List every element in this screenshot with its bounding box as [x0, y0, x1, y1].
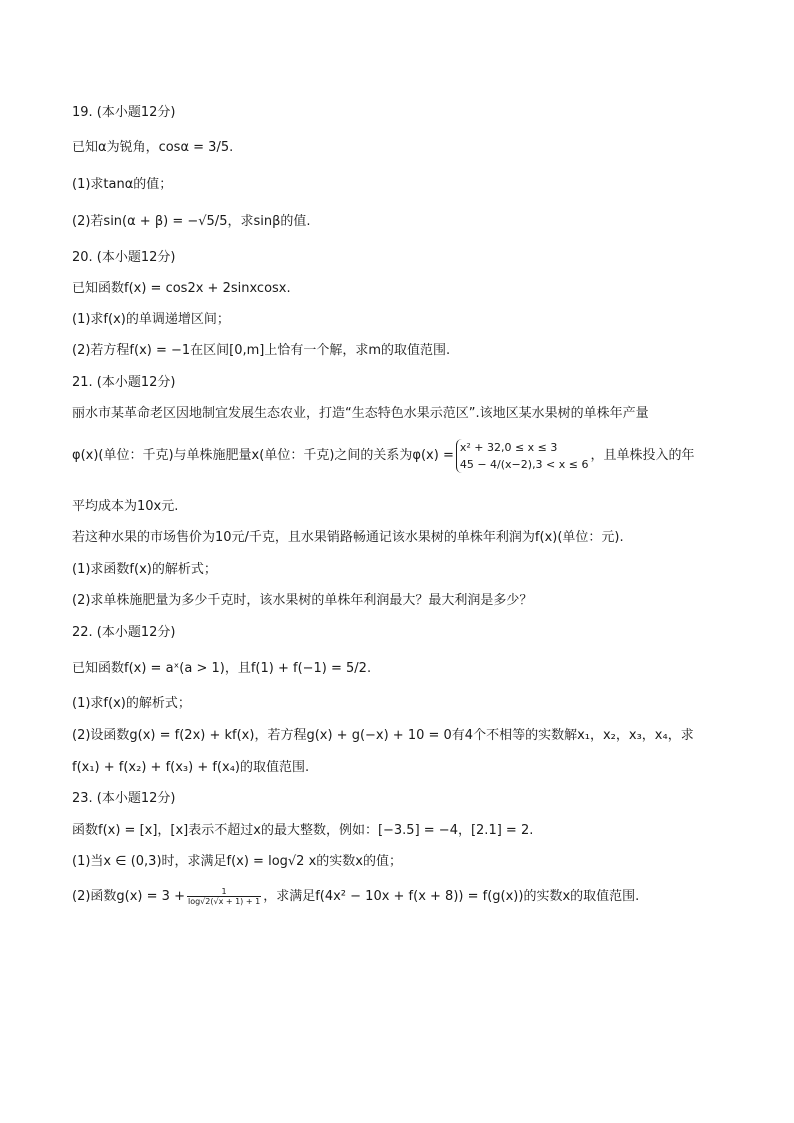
q22-stem: 已知函数f(x) = aˣ(a > 1)，且f(1) + f(−1) = 5/2.	[72, 661, 372, 676]
q21-part1: (1)求函数f(x)的解析式；	[72, 562, 217, 577]
q19-header: 19. (本小题12分)	[72, 105, 176, 120]
q23-stem: 函数f(x) = [x]，[x]表示不超过x的最大整数，例如：[−3.5] = −4，[2.1] = 2.	[72, 823, 534, 838]
q21-header: 21. (本小题12分)	[72, 375, 176, 390]
q20-stem: 已知函数f(x) = cos2x + 2sinxcosx.	[72, 281, 291, 296]
q21-stem-line2	[72, 436, 695, 476]
q22-part2-cont: f(x₁) + f(x₂) + f(x₃) + f(x₄)的取值范围.	[72, 760, 310, 775]
q21-stem-line4: 若这种水果的市场售价为10元/千克，且水果销路畅通记该水果树的单株年利润为f(x)(单位：元).	[72, 530, 624, 545]
q21-part2: (2)求单株施肥量为多少千克时，该水果树的单株年利润最大？最大利润是多少？	[72, 593, 533, 608]
fraction	[187, 887, 261, 906]
q23-part2	[72, 880, 639, 914]
q22-header: 22. (本小题12分)	[72, 625, 176, 640]
q23-part2-text-b: ，求满足f(4x² − 10x + f(x + 8)) = f(g(x))的实数x的取值范围.	[263, 889, 640, 904]
q21-stem-line3: 平均成本为10x元.	[72, 499, 179, 514]
fraction-numerator: 1	[187, 887, 261, 897]
q20-part1: (1)求f(x)的单调递增区间；	[72, 312, 230, 327]
q23-part1: (1)当x ∈ (0,3)时，求满足f(x) = log√2 x的实数x的值；	[72, 854, 402, 869]
q19-part1: (1)求tanα的值；	[72, 177, 173, 192]
q19-part2: (2)若sin(α + β) = −√5/5，求sinβ的值.	[72, 214, 311, 229]
q21-line2-text-a: φ(x)(单位：千克)与单株施肥量x(单位：千克)之间的关系为φ(x) =	[72, 448, 454, 463]
piece-case-1: x² + 32,0 ≤ x ≤ 3	[459, 440, 558, 454]
q20-header: 20. (本小题12分)	[72, 250, 176, 265]
fraction-denominator: log√2(√x + 1) + 1	[187, 897, 261, 906]
q20-part2: (2)若方程f(x) = −1在区间[0,m]上恰有一个解，求m的取值范围.	[72, 343, 451, 358]
q21-stem-line1: 丽水市某革命老区因地制宜发展生态农业，打造“生态特色水果示范区”.该地区某水果树的单株年产量	[72, 406, 649, 421]
q23-part2-text-a: (2)函数g(x) = 3 +	[72, 889, 185, 904]
q19-stem: 已知α为锐角，cosα = 3/5.	[72, 140, 234, 155]
q23-header: 23. (本小题12分)	[72, 791, 176, 806]
q22-part1: (1)求f(x)的解析式；	[72, 696, 191, 711]
q21-line2-text-b: ，且单株投入的年	[590, 448, 695, 463]
piece-case-2: 45 − 4/(x−2),3 < x ≤ 6	[459, 457, 589, 471]
q22-part2: (2)设函数g(x) = f(2x) + kf(x)，若方程g(x) + g(−x) + 10 = 0有4个不相等的实数解x₁，x₂，x₃，x₄，求	[72, 728, 694, 743]
piecewise-function	[456, 439, 589, 473]
